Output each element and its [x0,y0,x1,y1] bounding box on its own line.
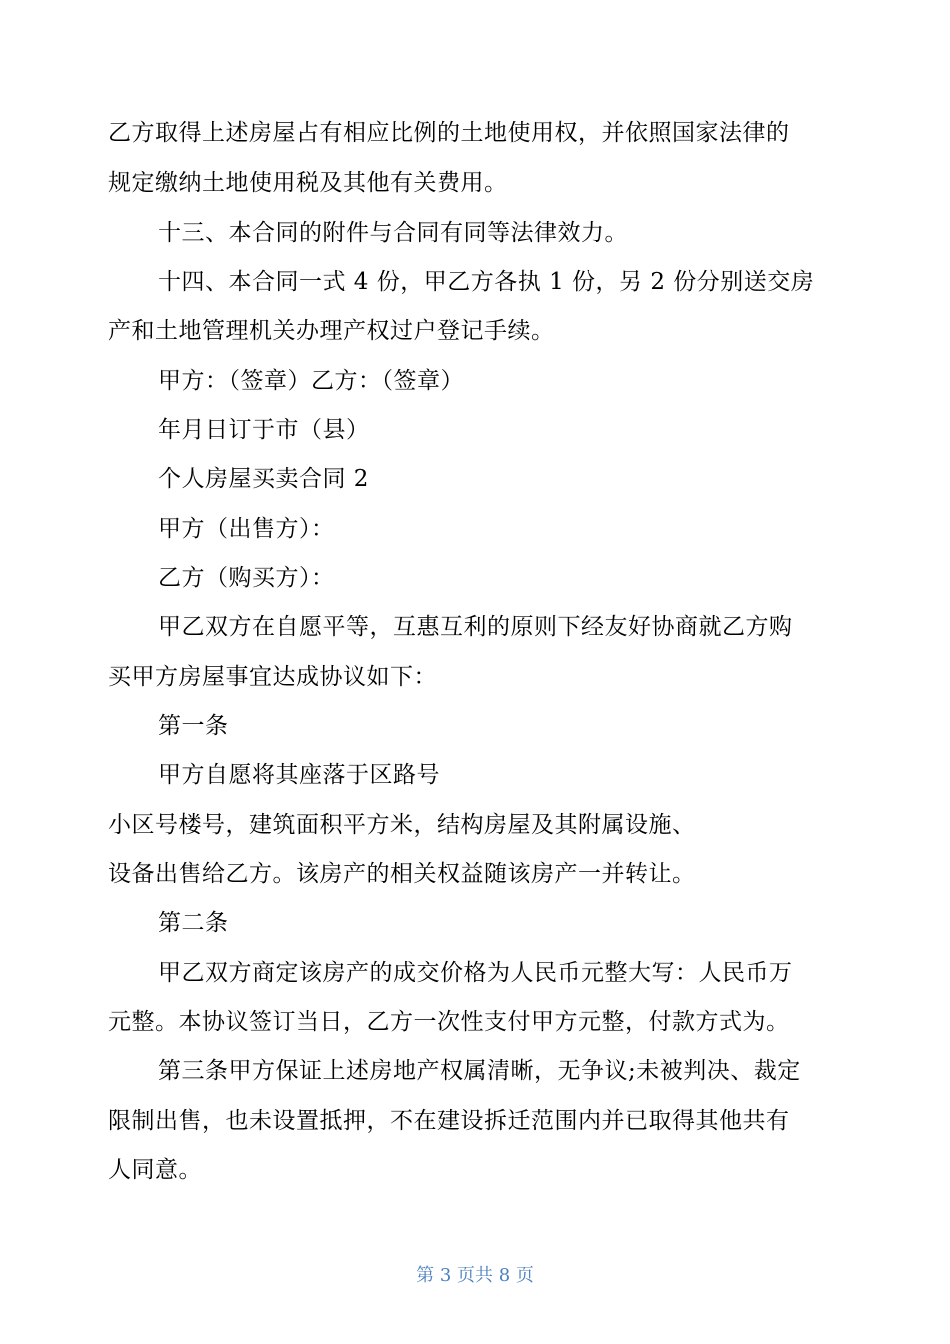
text-line: 甲乙双方在自愿平等，互惠互利的原则下经友好协商就乙方购 [158,614,793,640]
text-line: 甲方自愿将其座落于区路号 [158,762,440,788]
text-line: 第三条甲方保证上述房地产权属清晰，无争议;未被判决、裁定 [158,1058,801,1084]
text-line: 乙方取得上述房屋占有相应比例的土地使用权，并依照国家法律的 [108,120,790,146]
text-line: 元整。本协议签订当日，乙方一次性支付甲方元整，付款方式为。 [108,1009,790,1035]
text-line: 甲方（出售方）： [158,516,335,542]
text-line: 十四、本合同一式 4 份，甲乙方各执 1 份，另 2 份分别送交房 [158,269,815,295]
text-line: 年月日订于市（县） [158,417,370,443]
text-line: 个人房屋买卖合同 2 [158,466,369,492]
page-footer: 第 3 页共 8 页 [416,1265,534,1286]
text-line: 人同意。 [108,1157,202,1183]
text-line: 买甲方房屋事宜达成协议如下： [108,664,437,690]
text-line: 第二条 [158,910,229,936]
text-line: 甲方：（签章）乙方：（签章） [158,368,464,394]
text-line: 小区号楼号，建筑面积平方米，结构房屋及其附属设施、 [108,812,696,838]
text-line: 乙方（购买方）： [158,565,335,591]
text-line: 限制出售，也未设置抵押，不在建设拆迁范围内并已取得其他共有 [108,1108,790,1134]
text-line: 产和土地管理机关办理产权过户登记手续。 [108,318,555,344]
text-line: 甲乙双方商定该房产的成交价格为人民币元整大写：人民币万 [158,960,793,986]
text-line: 第一条 [158,713,229,739]
text-line: 十三、本合同的附件与合同有同等法律效力。 [158,220,628,246]
text-line: 规定缴纳土地使用税及其他有关费用。 [108,170,508,196]
text-line: 设备出售给乙方。该房产的相关权益随该房产一并转让。 [108,861,696,887]
